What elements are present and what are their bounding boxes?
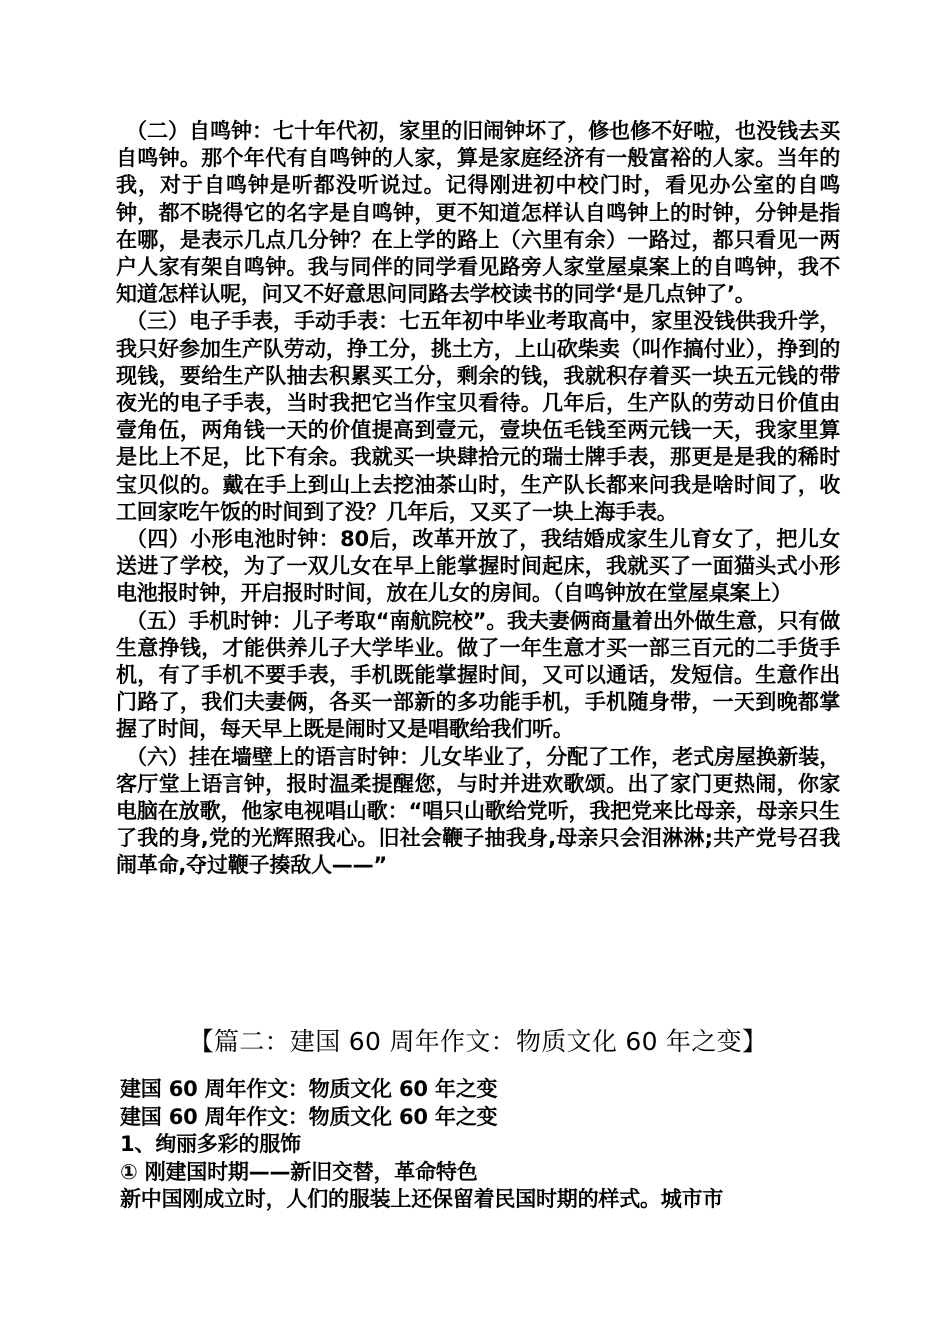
paragraph-self-chiming-clock: （二）自鸣钟：七十年代初，家里的旧闹钟坏了，修也修不好啦，也没钱去买自鸣钟。那个年代有自鸣钟的人家，算是家庭经济有一般富裕的人家。当年的我，对于自鸣钟是听都没听说过。记得刚进初中校门时，看见办公室的自鸣钟，都不晓得它的名字是自鸣钟，更不知道怎样认自鸣钟上的时钟，分钟是指在哪，是表示几点几分钟？在上学的路上（六里有余）一路过，都只看见一两户人家有架自鸣钟。我与同伴的同学看见路旁人家堂屋桌案上的自鸣钟，我不知道怎样认呢，问又不好意思问同路去学校读书的同学‘是几点钟了’。: [116, 119, 840, 307]
period-heading: ① 刚建国时期——新旧交替，革命特色: [120, 1159, 478, 1184]
paragraph-mobile-phone-clock: （五）手机时钟：儿子考取“南航院校”。我夫妻俩商量着出外做生意，只有做生意挣钱，才能供养儿子大学毕业。做了一年生意才买一部三百元的二手货手机，有了手机不要手表，手机既能掌握时间，又可以通话，发短信。生意作出门路了，我们夫妻俩，各买一部新的多功能手机，手机随身带，一天到晚都掌握了时间，每天早上既是闹时又是唱歌给我们听。: [116, 608, 840, 742]
subsection-heading: 1、绚丽多彩的服饰: [120, 1132, 301, 1156]
section-title: 【篇二：建国 60 周年作文：物质文化 60 年之变】: [188, 1027, 768, 1056]
body-line: 新中国刚成立时，人们的服装上还保留着民国时期的样式。城市市: [120, 1187, 724, 1211]
essay-body: [116, 118, 840, 880]
paragraph-wristwatch: （三）电子手表，手动手表：七五年初中毕业考取高中，家里没钱供我升学，我只好参加生产队劳动，挣工分，挑土方，上山砍柴卖（叫作搞付业），挣到的现钱，要给生产队抽去积累买工分，剩余的钱，我就积存着买一块五元钱的带夜光的电子手表，当时我把它当作宝贝看待。几年后，生产队的劳动日价值由壹角伍，两角钱一天的价值提高到壹元，壹块伍毛钱至两元钱一天，我家里算是比上不足，比下有余。我就买一块肆拾元的瑞士牌手表，那更是是我的稀时宝贝似的。戴在手上到山上去挖油茶山时，生产队长都来问我是啥时间了，收工回家吃午饭的时间到了没？几年后，又买了一块上海手表。: [116, 309, 840, 524]
paragraph-wall-talking-clock: （六）挂在墙壁上的语言时钟：儿女毕业了，分配了工作，老式房屋换新装，客厅堂上语言钟，报时温柔提醒您，与时并进欢歌颂。出了家门更热闹，你家电脑在放歌，他家电视唱山歌：“唱只山歌给党听，我把党来比母亲，母亲只生了我的身,党的光辉照我心。旧社会鞭子抽我身,母亲只会泪淋淋;共产党号召我闹革命,夺过鞭子揍敌人——”: [116, 744, 840, 878]
paragraph-battery-clock: （四）小形电池时钟：80后，改革开放了，我结婚成家生儿育女了，把儿女送进了学校，为了一双儿女在早上能掌握时间起床，我就买了一面猫头式小形电池报时钟，开启报时时间，放在儿女的房间。（自鸣钟放在堂屋桌案上）: [116, 527, 840, 606]
article-two-body: [120, 1076, 840, 1214]
article-heading-repeat: 建国 60 周年作文：物质文化 60 年之变: [120, 1104, 498, 1129]
article-heading: 建国 60 周年作文：物质文化 60 年之变: [120, 1077, 498, 1101]
